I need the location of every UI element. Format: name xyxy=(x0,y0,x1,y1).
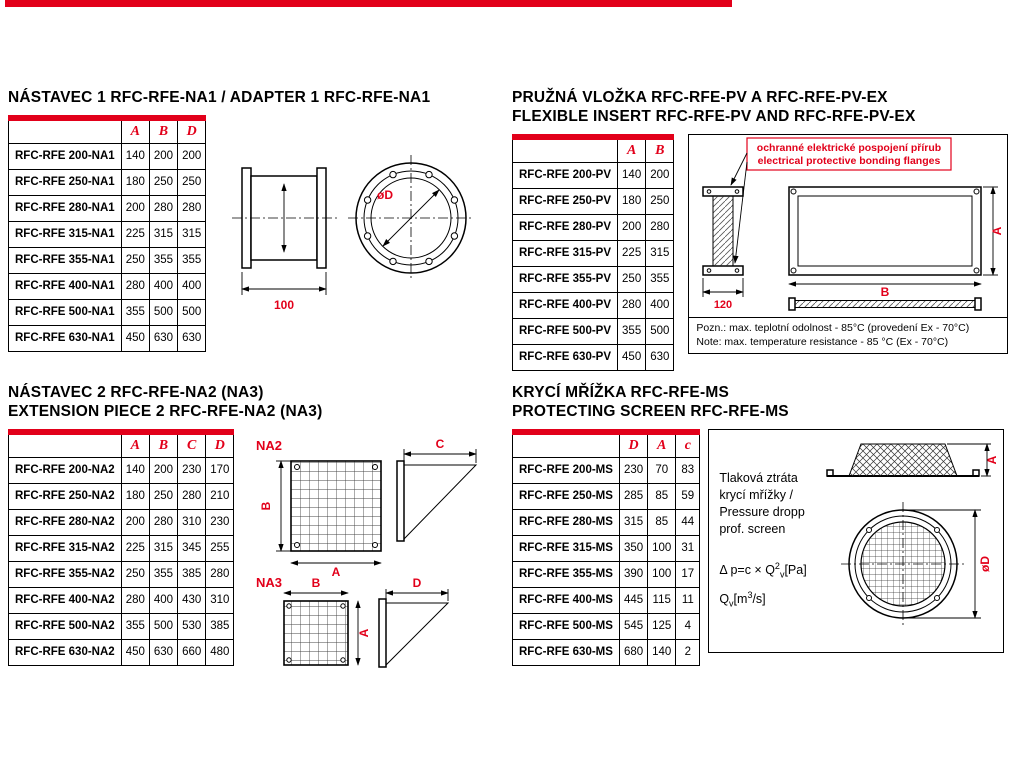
pv-dimensions-table xyxy=(512,134,674,371)
top-red-bar xyxy=(5,0,732,7)
pv-note xyxy=(689,317,1007,353)
dim-label-b3: B xyxy=(312,576,321,590)
value-cell: 250 xyxy=(121,561,149,587)
dim-label-diameter: øD xyxy=(978,556,993,572)
value-cell: 630 xyxy=(149,639,177,665)
value-cell: 500 xyxy=(149,299,177,325)
table-row xyxy=(9,457,234,483)
pv-front-view xyxy=(789,187,1004,299)
value-cell: 355 xyxy=(121,613,149,639)
model-cell: RFC-RFE 280-MS xyxy=(513,509,620,535)
value-cell: 140 xyxy=(121,143,149,169)
value-cell: 100 xyxy=(648,561,676,587)
model-cell: RFC-RFE 280-NA1 xyxy=(9,195,122,221)
value-cell: 31 xyxy=(676,535,700,561)
value-cell: 200 xyxy=(646,162,674,188)
na3-side-view xyxy=(379,576,448,667)
table-row xyxy=(9,587,234,613)
column-header-C: C xyxy=(178,432,206,457)
model-cell: RFC-RFE 500-NA1 xyxy=(9,299,122,325)
value-cell: 250 xyxy=(149,169,177,195)
value-cell: 200 xyxy=(149,457,177,483)
dim-label-a: A xyxy=(985,455,1000,465)
column-header-A: A xyxy=(121,118,149,143)
value-cell: 250 xyxy=(618,266,646,292)
table-row xyxy=(9,221,206,247)
value-cell: 385 xyxy=(206,613,234,639)
value-cell: 430 xyxy=(178,587,206,613)
na1-front-view xyxy=(348,155,474,281)
value-cell: 500 xyxy=(149,613,177,639)
section-extension-na2 xyxy=(8,383,504,673)
value-cell: 680 xyxy=(619,639,647,665)
value-cell: 280 xyxy=(646,214,674,240)
table-row xyxy=(513,561,700,587)
model-cell: RFC-RFE 355-MS xyxy=(513,561,620,587)
value-cell: 500 xyxy=(178,299,206,325)
na1-side-view xyxy=(232,168,338,312)
value-cell: 100 xyxy=(648,535,676,561)
value-cell: 210 xyxy=(206,483,234,509)
value-cell: 280 xyxy=(178,195,206,221)
table-corner-cell xyxy=(513,137,618,162)
dim-label-a: A xyxy=(990,226,1005,236)
model-cell: RFC-RFE 500-MS xyxy=(513,613,620,639)
value-cell: 630 xyxy=(646,344,674,370)
value-cell: 280 xyxy=(149,195,177,221)
column-header-c: c xyxy=(676,432,700,457)
dim-label-a3: A xyxy=(357,628,372,638)
value-cell: 280 xyxy=(121,587,149,613)
value-cell: 385 xyxy=(178,561,206,587)
dim-label-diameter: øD xyxy=(377,188,394,202)
pressure-drop-formula: Δ $p=c \times Q^2_v[Pa]$ xyxy=(719,561,807,580)
model-cell: RFC-RFE 250-NA2 xyxy=(9,483,122,509)
value-cell: 140 xyxy=(121,457,149,483)
column-header-A: A xyxy=(648,432,676,457)
value-cell: 225 xyxy=(618,240,646,266)
value-cell: 310 xyxy=(206,587,234,613)
value-cell: 355 xyxy=(121,299,149,325)
table-row xyxy=(9,325,206,351)
dim-label-c: C xyxy=(436,437,445,451)
section-title-na2-cz: NÁSTAVEC 2 RFC-RFE-NA2 (NA3) xyxy=(8,384,264,401)
na2-grille-front-view xyxy=(259,461,381,579)
table-corner-cell xyxy=(9,432,122,457)
model-cell: RFC-RFE 200-NA2 xyxy=(9,457,122,483)
value-cell: 630 xyxy=(149,325,177,351)
column-header-D: D xyxy=(206,432,234,457)
value-cell: 225 xyxy=(121,535,149,561)
table-row xyxy=(9,483,234,509)
model-cell: RFC-RFE 250-PV xyxy=(513,188,618,214)
value-cell: 400 xyxy=(646,292,674,318)
value-cell: 345 xyxy=(178,535,206,561)
value-cell: 280 xyxy=(149,509,177,535)
table-header-row xyxy=(513,432,700,457)
model-cell: RFC-RFE 200-PV xyxy=(513,162,618,188)
section-title-na1: NÁSTAVEC 1 RFC-RFE-NA1 / ADAPTER 1 RFC-RFE-NA1 xyxy=(8,89,431,106)
value-cell: 315 xyxy=(646,240,674,266)
value-cell: 280 xyxy=(178,483,206,509)
value-cell: 280 xyxy=(618,292,646,318)
value-cell: 83 xyxy=(676,457,700,483)
value-cell: 70 xyxy=(648,457,676,483)
table-row xyxy=(513,639,700,665)
table-row xyxy=(9,273,206,299)
model-cell: RFC-RFE 315-NA1 xyxy=(9,221,122,247)
value-cell: 450 xyxy=(121,325,149,351)
model-cell: RFC-RFE 355-NA1 xyxy=(9,247,122,273)
table-row xyxy=(513,344,674,370)
value-cell: 255 xyxy=(206,535,234,561)
table-row xyxy=(9,639,234,665)
flow-unit: $Q_v[m^3/s]$ xyxy=(719,589,766,609)
value-cell: 250 xyxy=(178,169,206,195)
table-row xyxy=(513,587,700,613)
model-cell: RFC-RFE 400-NA1 xyxy=(9,273,122,299)
value-cell: 44 xyxy=(676,509,700,535)
model-cell: RFC-RFE 355-PV xyxy=(513,266,618,292)
value-cell: 225 xyxy=(121,221,149,247)
column-header-D: D xyxy=(178,118,206,143)
section-title-ms-cz: KRYCÍ MŘÍŽKA RFC-RFE-MS xyxy=(512,384,729,401)
value-cell: 250 xyxy=(121,247,149,273)
table-row xyxy=(513,613,700,639)
model-cell: RFC-RFE 250-NA1 xyxy=(9,169,122,195)
model-cell: RFC-RFE 400-NA2 xyxy=(9,587,122,613)
value-cell: 445 xyxy=(619,587,647,613)
value-cell: 17 xyxy=(676,561,700,587)
ms-pressure-drop-info xyxy=(709,430,821,652)
model-cell: RFC-RFE 200-NA1 xyxy=(9,143,122,169)
value-cell: 140 xyxy=(618,162,646,188)
table-row xyxy=(513,292,674,318)
section-title-pv-en: FLEXIBLE INSERT RFC-RFE-PV AND RFC-RFE-PV-EX xyxy=(512,108,916,125)
column-header-A: A xyxy=(121,432,149,457)
value-cell: 450 xyxy=(121,639,149,665)
value-cell: 200 xyxy=(121,509,149,535)
table-row xyxy=(513,509,700,535)
section-title-na2-en: EXTENSION PIECE 2 RFC-RFE-NA2 (NA3) xyxy=(8,403,323,420)
value-cell: 660 xyxy=(178,639,206,665)
ms-info-line2: krycí mřížky / xyxy=(719,488,793,502)
column-header-D: D xyxy=(619,432,647,457)
section-title-pv-cz: PRUŽNÁ VLOŽKA RFC-RFE-PV A RFC-RFE-PV-EX xyxy=(512,89,888,106)
value-cell: 140 xyxy=(648,639,676,665)
value-cell: 2 xyxy=(676,639,700,665)
value-cell: 11 xyxy=(676,587,700,613)
value-cell: 285 xyxy=(619,483,647,509)
ms-side-profile-view xyxy=(827,444,999,476)
value-cell: 355 xyxy=(178,247,206,273)
model-cell: RFC-RFE 630-MS xyxy=(513,639,620,665)
table-row xyxy=(9,509,234,535)
value-cell: 200 xyxy=(149,143,177,169)
model-cell: RFC-RFE 630-NA2 xyxy=(9,639,122,665)
table-row xyxy=(513,535,700,561)
value-cell: 315 xyxy=(149,535,177,561)
label-na3: NA3 xyxy=(256,575,283,590)
value-cell: 630 xyxy=(178,325,206,351)
table-row xyxy=(513,457,700,483)
value-cell: 180 xyxy=(121,169,149,195)
model-cell: RFC-RFE 315-PV xyxy=(513,240,618,266)
model-cell: RFC-RFE 315-MS xyxy=(513,535,620,561)
table-row xyxy=(513,483,700,509)
value-cell: 355 xyxy=(149,247,177,273)
table-row xyxy=(9,299,206,325)
value-cell: 200 xyxy=(178,143,206,169)
value-cell: 315 xyxy=(149,221,177,247)
na1-technical-drawing xyxy=(228,143,480,343)
dim-label-b: B xyxy=(881,285,890,299)
column-header-B: B xyxy=(149,118,177,143)
value-cell: 315 xyxy=(619,509,647,535)
na1-dimensions-table xyxy=(8,115,206,352)
value-cell: 400 xyxy=(149,587,177,613)
na2-technical-drawing xyxy=(246,435,481,673)
ms-technical-drawing xyxy=(821,430,1001,648)
model-cell: RFC-RFE 630-NA1 xyxy=(9,325,122,351)
value-cell: 180 xyxy=(121,483,149,509)
value-cell: 480 xyxy=(206,639,234,665)
table-row xyxy=(513,188,674,214)
value-cell: 200 xyxy=(121,195,149,221)
value-cell: 350 xyxy=(619,535,647,561)
dim-label-b: B xyxy=(259,501,274,511)
table-row xyxy=(9,195,206,221)
value-cell: 230 xyxy=(619,457,647,483)
model-cell: RFC-RFE 250-MS xyxy=(513,483,620,509)
value-cell: 450 xyxy=(618,344,646,370)
na2-side-view xyxy=(397,437,476,541)
model-cell: RFC-RFE 280-PV xyxy=(513,214,618,240)
value-cell: 545 xyxy=(619,613,647,639)
model-cell: RFC-RFE 400-MS xyxy=(513,587,620,613)
model-cell: RFC-RFE 630-PV xyxy=(513,344,618,370)
value-cell: 230 xyxy=(206,509,234,535)
value-cell: 4 xyxy=(676,613,700,639)
model-cell: RFC-RFE 280-NA2 xyxy=(9,509,122,535)
table-row xyxy=(9,143,206,169)
section-adapter-na1 xyxy=(8,88,504,352)
table-corner-cell xyxy=(513,432,620,457)
table-row xyxy=(513,162,674,188)
value-cell: 400 xyxy=(149,273,177,299)
table-row xyxy=(9,535,234,561)
annotation-en: electrical protective bonding flanges xyxy=(758,155,941,167)
table-row xyxy=(9,613,234,639)
ms-dimensions-table xyxy=(512,429,700,666)
model-cell: RFC-RFE 315-NA2 xyxy=(9,535,122,561)
column-header-A: A xyxy=(618,137,646,162)
value-cell: 280 xyxy=(206,561,234,587)
table-row xyxy=(513,266,674,292)
table-header-row xyxy=(9,432,234,457)
section-flexible-insert-pv xyxy=(512,88,1018,371)
value-cell: 280 xyxy=(121,273,149,299)
table-header-row xyxy=(9,118,206,143)
value-cell: 180 xyxy=(618,188,646,214)
model-cell: RFC-RFE 200-MS xyxy=(513,457,620,483)
table-corner-cell xyxy=(9,118,122,143)
value-cell: 390 xyxy=(619,561,647,587)
table-row xyxy=(513,318,674,344)
dim-label-length: 100 xyxy=(274,298,295,312)
pv-top-view-strip xyxy=(789,298,981,310)
dim-label-120: 120 xyxy=(714,299,733,311)
value-cell: 315 xyxy=(178,221,206,247)
table-row xyxy=(513,240,674,266)
table-header-row xyxy=(513,137,674,162)
ms-info-line1: Tlaková ztráta xyxy=(719,471,798,485)
value-cell: 115 xyxy=(648,587,676,613)
label-na2: NA2 xyxy=(256,438,283,453)
model-cell: RFC-RFE 355-NA2 xyxy=(9,561,122,587)
table-row xyxy=(9,561,234,587)
ms-front-circular-view xyxy=(841,502,992,626)
pv-note-en: Note: max. temperature resistance - 85 °C (Ex - 70°C) xyxy=(696,336,949,348)
model-cell: RFC-RFE 500-PV xyxy=(513,318,618,344)
value-cell: 530 xyxy=(178,613,206,639)
value-cell: 355 xyxy=(618,318,646,344)
value-cell: 250 xyxy=(149,483,177,509)
value-cell: 59 xyxy=(676,483,700,509)
pv-technical-drawing xyxy=(689,135,1007,312)
value-cell: 230 xyxy=(178,457,206,483)
ms-info-line3: Pressure dropp xyxy=(719,505,805,519)
na3-grille-front-view xyxy=(284,576,371,665)
value-cell: 355 xyxy=(149,561,177,587)
value-cell: 170 xyxy=(206,457,234,483)
value-cell: 85 xyxy=(648,483,676,509)
dim-label-d: D xyxy=(413,576,422,590)
column-header-B: B xyxy=(149,432,177,457)
section-protecting-screen-ms xyxy=(512,383,1018,666)
pv-note-cz: Pozn.: max. teplotní odolnost - 85°C (provedení Ex - 70°C) xyxy=(696,322,970,334)
table-row xyxy=(9,247,206,273)
model-cell: RFC-RFE 500-NA2 xyxy=(9,613,122,639)
value-cell: 250 xyxy=(646,188,674,214)
value-cell: 310 xyxy=(178,509,206,535)
na2-dimensions-table xyxy=(8,429,234,666)
table-row xyxy=(9,169,206,195)
ms-drawing-box xyxy=(708,429,1004,653)
table-row xyxy=(513,214,674,240)
annotation-cz: ochranné elektrické pospojení přírub xyxy=(757,142,942,154)
value-cell: 355 xyxy=(646,266,674,292)
value-cell: 200 xyxy=(618,214,646,240)
ms-info-line4: prof. screen xyxy=(719,522,786,536)
column-header-B: B xyxy=(646,137,674,162)
pv-drawing-box xyxy=(688,134,1008,354)
value-cell: 125 xyxy=(648,613,676,639)
value-cell: 400 xyxy=(178,273,206,299)
value-cell: 500 xyxy=(646,318,674,344)
dim-label-a: A xyxy=(332,565,341,579)
model-cell: RFC-RFE 400-PV xyxy=(513,292,618,318)
section-title-ms-en: PROTECTING SCREEN RFC-RFE-MS xyxy=(512,403,789,420)
value-cell: 85 xyxy=(648,509,676,535)
